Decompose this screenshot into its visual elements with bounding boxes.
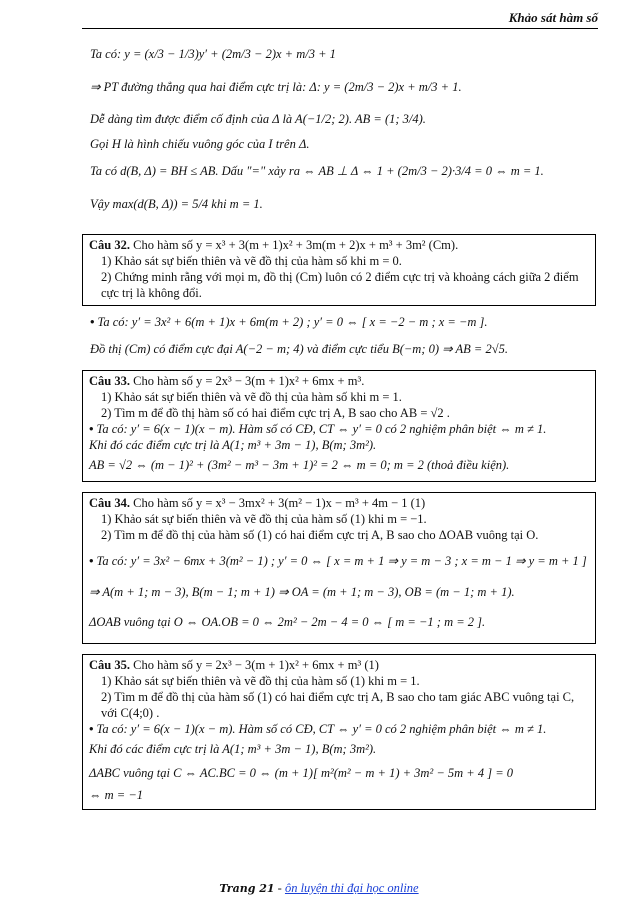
- question-34-box: [82, 492, 596, 644]
- question-34-header: [89, 495, 589, 511]
- solution-34-text-1: Ta có: y′ = 3x² − 6mx + 3(m² − 1) ; y′ = 0 ⇔ [ x = m + 1 ⇒ y = m − 3 ; x = m − 1 ⇒ y = m + 1 ]: [96, 554, 587, 568]
- question-32-box: [82, 234, 596, 306]
- page-header-title: Khảo sát hàm số: [508, 10, 598, 25]
- page-footer: [0, 880, 638, 896]
- page-content: [82, 38, 596, 810]
- question-34-part-1: 1) Khảo sát sự biến thiên và vẽ đồ thị của hàm số (1) khi m = −1.: [101, 512, 427, 526]
- question-33-header: [89, 373, 589, 389]
- prev-line-4: Gọi H là hình chiếu vuông góc của I trên Δ.: [90, 137, 310, 151]
- solution-33-line-2: Khi đó các điểm cực trị là A(1; m³ + 3m − 1), B(m; 3m²).: [89, 438, 377, 452]
- question-35-box: [82, 654, 596, 810]
- question-35-label: Câu 35.: [89, 658, 130, 672]
- question-35-header: [89, 657, 589, 673]
- question-32-header: [89, 237, 589, 253]
- solution-35-text-1: Ta có: y′ = 6(x − 1)(x − m). Hàm số có CĐ, CT ⇔ y′ = 0 có 2 nghiệm phân biệt ⇔ m ≠ 1.: [96, 722, 547, 736]
- question-32-part-1: 1) Khảo sát sự biến thiên và vẽ đồ thị của hàm số khi m = 0.: [101, 254, 402, 268]
- footer-separator: -: [274, 881, 285, 895]
- question-35-statement: Cho hàm số y = 2x³ − 3(m + 1)x² + 6mx + m³ (1): [133, 658, 379, 672]
- prev-line-2: ⇒ PT đường thẳng qua hai điểm cực trị là: Δ: y = (2m/3 − 2)x + m/3 + 1.: [90, 80, 462, 94]
- question-33-label: Câu 33.: [89, 374, 130, 388]
- prev-line-6: Vậy max(d(B, Δ)) = 5/4 khi m = 1.: [90, 197, 263, 211]
- solution-32-text-1: Ta có: y′ = 3x² + 6(m + 1)x + 6m(m + 2) ; y′ = 0 ⇔ [ x = −2 − m ; x = −m ].: [97, 315, 488, 329]
- solution-33-text-1: Ta có: y′ = 6(x − 1)(x − m). Hàm số có CĐ, CT ⇔ y′ = 0 có 2 nghiệm phân biệt ⇔ m ≠ 1.: [96, 422, 547, 436]
- footer-page-label: Trang 21: [219, 882, 275, 895]
- bullet-icon: •: [89, 554, 94, 568]
- previous-solution: [82, 38, 596, 220]
- prev-line-3: Dễ dàng tìm được điểm cố định của Δ là A(−1/2; 2). AB = (1; 3/4).: [90, 112, 426, 126]
- question-32-part-2: 2) Chứng minh rằng với mọi m, đồ thị (Cm) luôn có 2 điểm cực trị và khoảng cách giữa 2 điểm cực trị là không đổi.: [101, 270, 579, 300]
- solution-34-line-2: ⇒ A(m + 1; m − 3), B(m − 1; m + 1) ⇒ OA = (m + 1; m − 3), OB = (m − 1; m + 1).: [89, 585, 515, 599]
- solution-33-line-3: AB = √2 ⇔ (m − 1)² + (3m² − m³ − 3m + 1)² = 2 ⇔ m = 0; m = 2 (thoả điều kiện).: [89, 458, 510, 472]
- header-rule: [82, 28, 598, 29]
- solution-35-line-3: ΔABC vuông tại C ⇔ AC.BC = 0 ⇔ (m + 1)[ m²(m² − m + 1) + 3m² − 5m + 4 ] = 0: [89, 766, 514, 780]
- prev-line-5: Ta có d(B, Δ) = BH ≤ AB. Dấu "=" xảy ra ⇔ AB ⊥ Δ ⇔ 1 + (2m/3 − 2)·3/4 = 0 ⇔ m = 1.: [90, 164, 544, 178]
- question-32-label: Câu 32.: [89, 238, 130, 252]
- solution-35-line-2: Khi đó các điểm cực trị là A(1; m³ + 3m − 1), B(m; 3m²).: [89, 742, 377, 756]
- solution-34-line-3: ΔOAB vuông tại O ⇔ OA.OB = 0 ⇔ 2m² − 2m − 4 = 0 ⇔ [ m = −1 ; m = 2 ].: [89, 615, 486, 629]
- solution-32-line-1: [90, 306, 596, 338]
- solution-32: [82, 306, 596, 360]
- solution-35-line-1: [89, 721, 589, 737]
- bullet-icon: •: [89, 722, 94, 736]
- prev-line-1: Ta có: y = (x/3 − 1/3)y′ + (2m/3 − 2)x + m/3 + 1: [90, 47, 336, 61]
- solution-35-line-4: ⇔ m = −1: [89, 788, 144, 802]
- question-35-part-1: 1) Khảo sát sự biến thiên và vẽ đồ thị của hàm số (1) khi m = 1.: [101, 674, 420, 688]
- question-32-statement: Cho hàm số y = x³ + 3(m + 1)x² + 3m(m + 2)x + m³ + 3m² (Cm).: [133, 238, 459, 252]
- question-35-part-2: 2) Tìm m để đồ thị của hàm số (1) có hai điểm cực trị A, B sao cho tam giác ABC vuông tại C, với C(4;0) .: [101, 690, 575, 720]
- question-33-part-1: 1) Khảo sát sự biến thiên và vẽ đồ thị của hàm số khi m = 1.: [101, 390, 402, 404]
- bullet-icon: •: [89, 422, 94, 436]
- solution-34-line-1: [89, 543, 589, 579]
- question-34-label: Câu 34.: [89, 496, 130, 510]
- question-33-statement: Cho hàm số y = 2x³ − 3(m + 1)x² + 6mx + m³.: [133, 374, 365, 388]
- solution-32-line-2: Đồ thị (Cm) có điểm cực đại A(−2 − m; 4) và điểm cực tiểu B(−m; 0) ⇒ AB = 2√5.: [90, 342, 508, 356]
- question-33-part-2: 2) Tìm m để đồ thị hàm số có hai điểm cực trị A, B sao cho AB = √2 .: [101, 406, 450, 420]
- bullet-icon: •: [90, 315, 95, 329]
- question-33-box: [82, 370, 596, 482]
- question-34-part-2: 2) Tìm m để đồ thị của hàm số (1) có hai điểm cực trị A, B sao cho ΔOAB vuông tại O.: [101, 528, 539, 542]
- footer-link[interactable]: ôn luyện thi đại học online: [284, 881, 419, 895]
- solution-33-line-1: [89, 421, 589, 437]
- question-34-statement: Cho hàm số y = x³ − 3mx² + 3(m² − 1)x − m³ + 4m − 1 (1): [133, 496, 426, 510]
